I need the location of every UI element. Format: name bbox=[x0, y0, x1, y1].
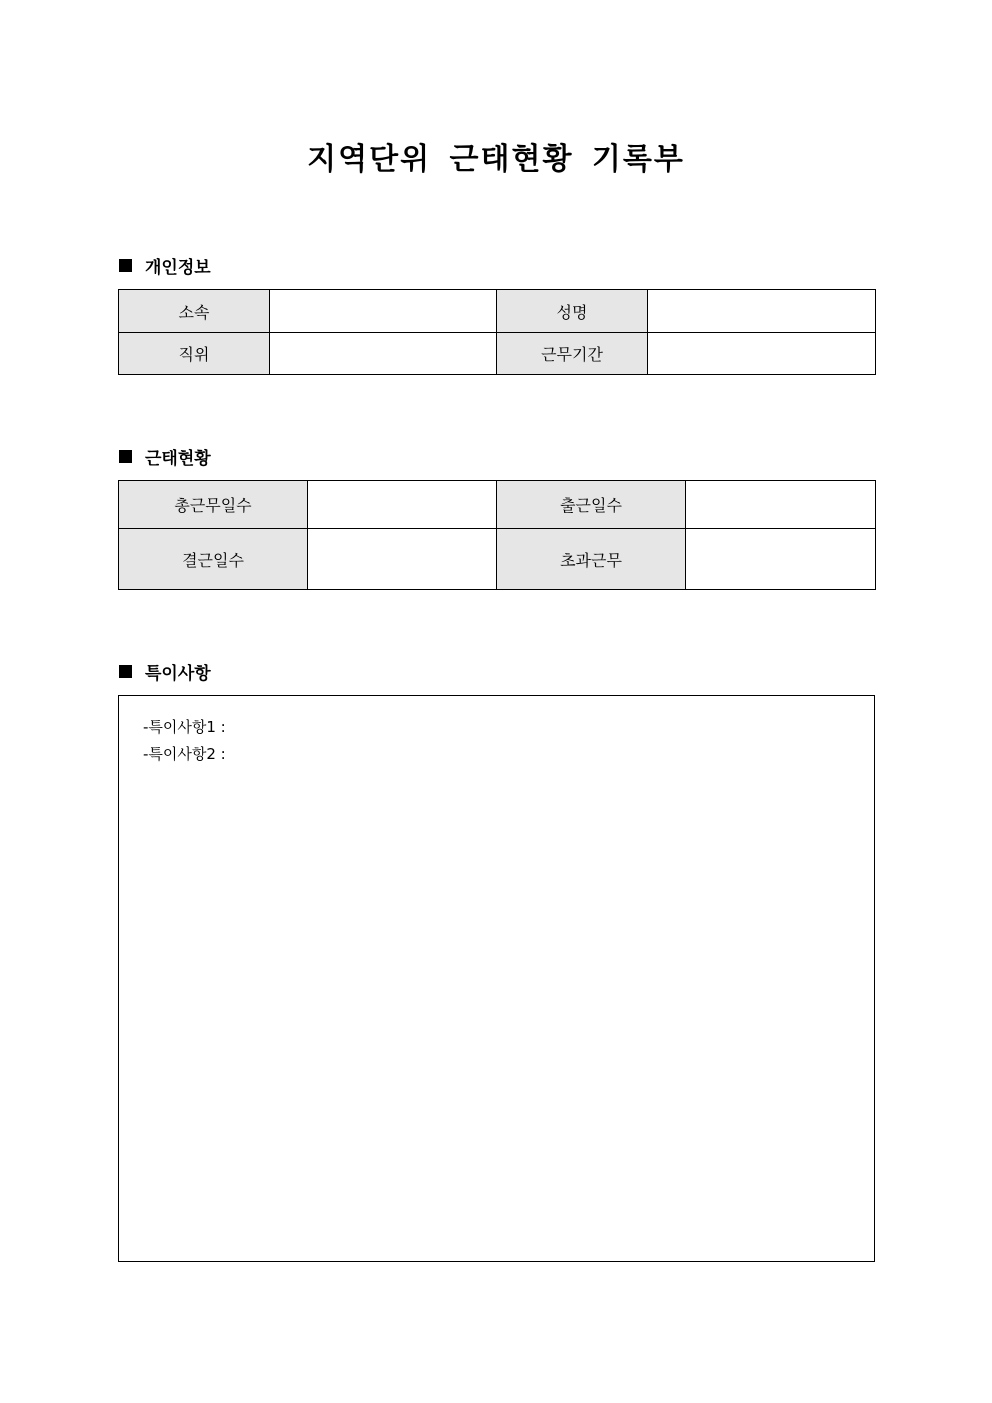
square-bullet-icon bbox=[119, 665, 132, 678]
total-workdays-value-cell[interactable] bbox=[308, 481, 497, 529]
remarks-box[interactable] bbox=[118, 695, 875, 1262]
section-heading-personal-label: 개인정보 bbox=[145, 257, 211, 278]
square-bullet-icon bbox=[119, 259, 132, 272]
overtime-value-cell[interactable] bbox=[686, 529, 876, 590]
table-row bbox=[119, 529, 876, 590]
personal-info-table bbox=[118, 289, 876, 375]
section-heading-personal bbox=[119, 253, 211, 277]
table-label-cell: 출근일수 bbox=[497, 481, 686, 529]
page-title: 지역단위 근태현황 기록부 bbox=[307, 142, 685, 177]
remark-line-1: -특이사항1 : bbox=[143, 718, 226, 736]
table-label-cell: 결근일수 bbox=[119, 529, 308, 590]
section-heading-remarks bbox=[119, 659, 211, 683]
table-label-cell: 초과근무 bbox=[497, 529, 686, 590]
work-period-value-cell[interactable] bbox=[648, 333, 876, 375]
absence-days-value-cell[interactable] bbox=[308, 529, 497, 590]
table-label-cell: 총근무일수 bbox=[119, 481, 308, 529]
table-row bbox=[119, 290, 876, 333]
name-value-cell[interactable] bbox=[648, 290, 876, 333]
table-label-cell: 근무기간 bbox=[497, 333, 648, 375]
table-label-cell: 성명 bbox=[497, 290, 648, 333]
section-heading-attendance bbox=[119, 444, 211, 468]
table-label-cell: 소속 bbox=[119, 290, 270, 333]
square-bullet-icon bbox=[119, 450, 132, 463]
section-heading-attendance-label: 근태현황 bbox=[145, 448, 211, 469]
section-heading-remarks-label: 특이사항 bbox=[145, 663, 211, 684]
attendance-table bbox=[118, 480, 876, 590]
remark-line-2: -특이사항2 : bbox=[143, 745, 226, 763]
table-label-cell: 직위 bbox=[119, 333, 270, 375]
affiliation-value-cell[interactable] bbox=[270, 290, 497, 333]
table-row bbox=[119, 481, 876, 529]
table-row bbox=[119, 333, 876, 375]
attendance-days-value-cell[interactable] bbox=[686, 481, 876, 529]
position-value-cell[interactable] bbox=[270, 333, 497, 375]
